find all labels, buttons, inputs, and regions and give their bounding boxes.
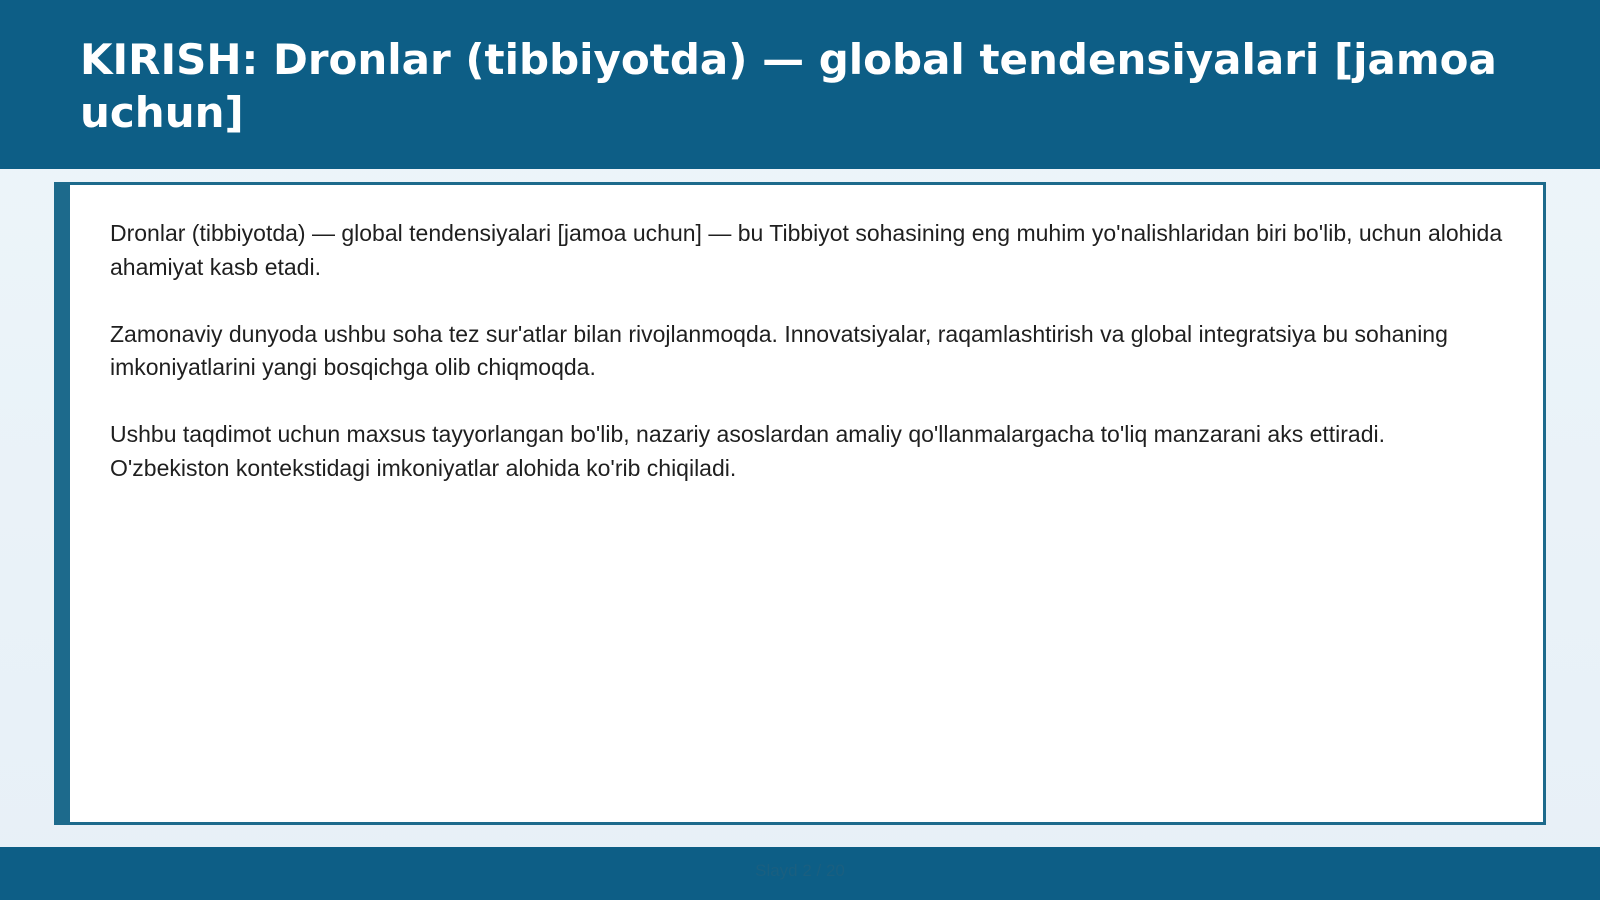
slide-number: Slayd 2 / 20 — [755, 861, 845, 880]
slide-header — [0, 0, 1600, 169]
content-card — [54, 182, 1546, 825]
paragraph-modern-world: Zamonaviy dunyoda ushbu soha tez sur'atlar bilan rivojlanmoqda. Innovatsiyalar, raqamlashtirish va global integratsiya bu sohaning imkoniyatlarini yangi bosqichga olib chiqmoqda. — [110, 320, 1448, 380]
paragraph-presentation-scope: Ushbu taqdimot uchun maxsus tayyorlangan bo'lib, nazariy asoslardan amaliy qo'llanmalargacha to'liq manzarani aks ettiradi. O'zbekiston kontekstidagi imkoniyatlar alohida ko'rib chiqiladi. — [110, 421, 1386, 481]
slide-footer — [0, 847, 1600, 900]
slide-title: KIRISH: Dronlar (tibbiyotda) — global tendensiyalari [jamoa uchun] — [80, 35, 1497, 137]
paragraph-intro: Dronlar (tibbiyotda) — global tendensiyalari [jamoa uchun] — bu Tibbiyot sohasining eng muhim yo'nalishlaridan biri bo'lib, uchun alohida ahamiyat kasb etadi. — [110, 220, 1503, 280]
slide-body — [110, 217, 1510, 519]
